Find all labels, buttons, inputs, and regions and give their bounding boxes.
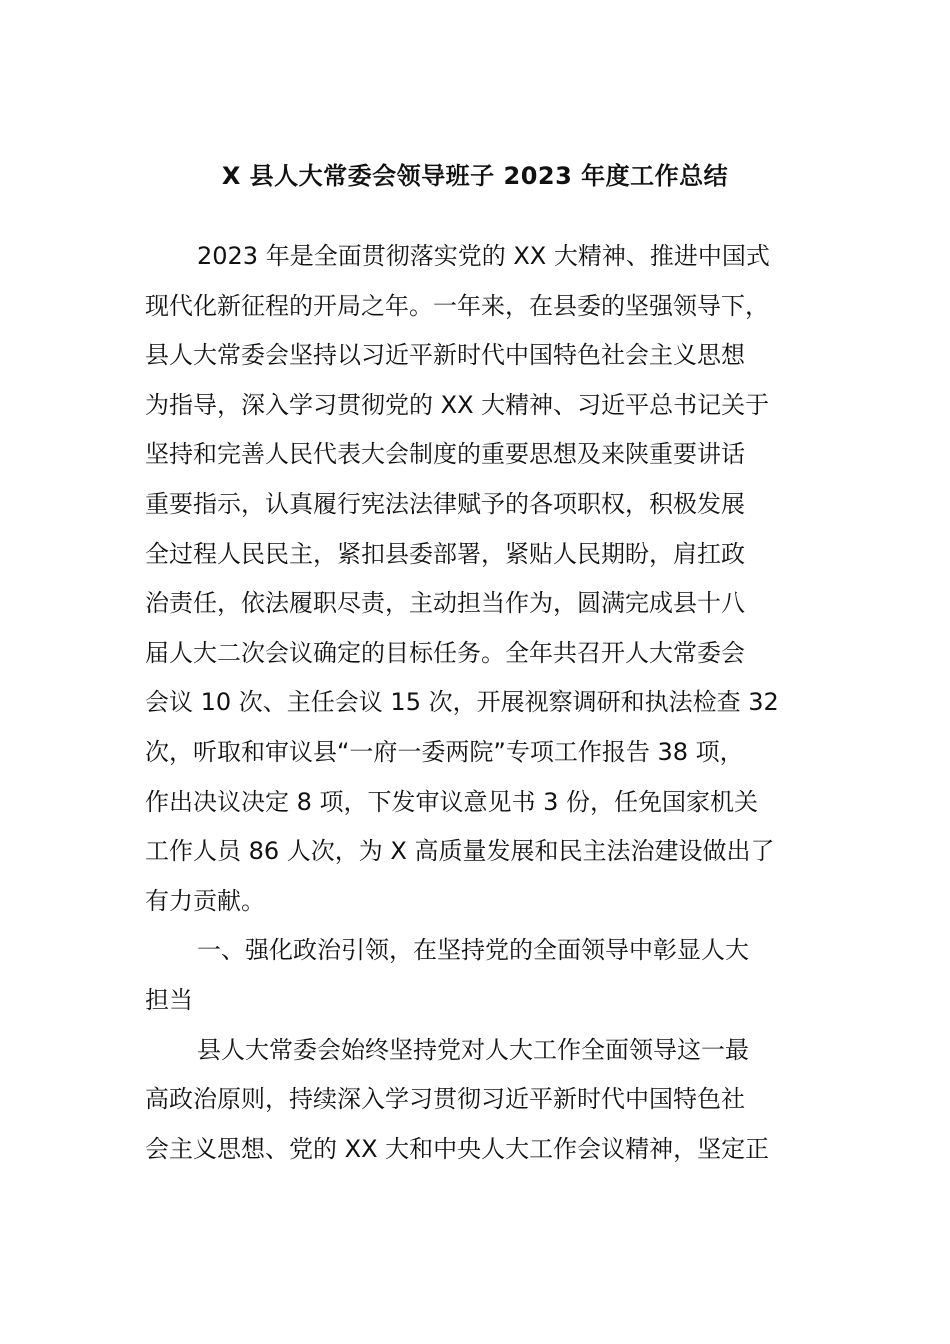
body-line: 现代化新征程的开局之年。一年来，在县委的坚强领导下， <box>145 291 769 320</box>
body-line: 县人大常委会坚持以习近平新时代中国特色社会主义思想 <box>145 341 745 370</box>
body-line: 全过程人民民主，紧扣县委部署，紧贴人民期盼，肩扛政 <box>145 539 745 568</box>
body-line: 有力贡献。 <box>145 886 265 915</box>
document-body <box>145 232 805 1174</box>
body-line: 届人大二次会议确定的目标任务。全年共召开人大常委会 <box>145 638 745 667</box>
section-heading-line: 一、强化政治引领，在坚持党的全面领导中彰显人大 <box>197 936 749 965</box>
body-line: 县人大常委会始终坚持党对人大工作全面领导这一最 <box>197 1035 749 1064</box>
body-line: 会议 10 次、主任会议 15 次，开展视察调研和执法检查 32 <box>145 688 779 717</box>
body-line: 高政治原则，持续深入学习贯彻习近平新时代中国特色社 <box>145 1085 745 1114</box>
body-line: 工作人员 86 人次，为 X 高质量发展和民主法治建设做出了 <box>145 837 775 866</box>
document-title: X 县人大常委会领导班子 2023 年度工作总结 <box>221 162 729 190</box>
section-heading-line: 担当 <box>145 985 193 1014</box>
body-line: 2023 年是全面贯彻落实党的 XX 大精神、推进中国式 <box>197 242 770 270</box>
body-line: 为指导，深入学习贯彻党的 XX 大精神、习近平总书记关于 <box>145 390 770 419</box>
body-line: 治责任，依法履职尽责，主动担当作为，圆满完成县十八 <box>145 589 745 618</box>
body-line: 次，听取和审议县“一府一委两院”专项工作报告 38 项， <box>145 737 744 766</box>
body-line: 坚持和完善人民代表大会制度的重要思想及来陕重要讲话 <box>145 440 745 469</box>
body-line: 作出决议决定 8 项，下发审议意见书 3 份，任免国家机关 <box>145 787 759 816</box>
body-line: 重要指示，认真履行宪法法律赋予的各项职权，积极发展 <box>145 489 745 518</box>
body-line: 会主义思想、党的 XX 大和中央人大工作会议精神，坚定正 <box>145 1134 770 1163</box>
